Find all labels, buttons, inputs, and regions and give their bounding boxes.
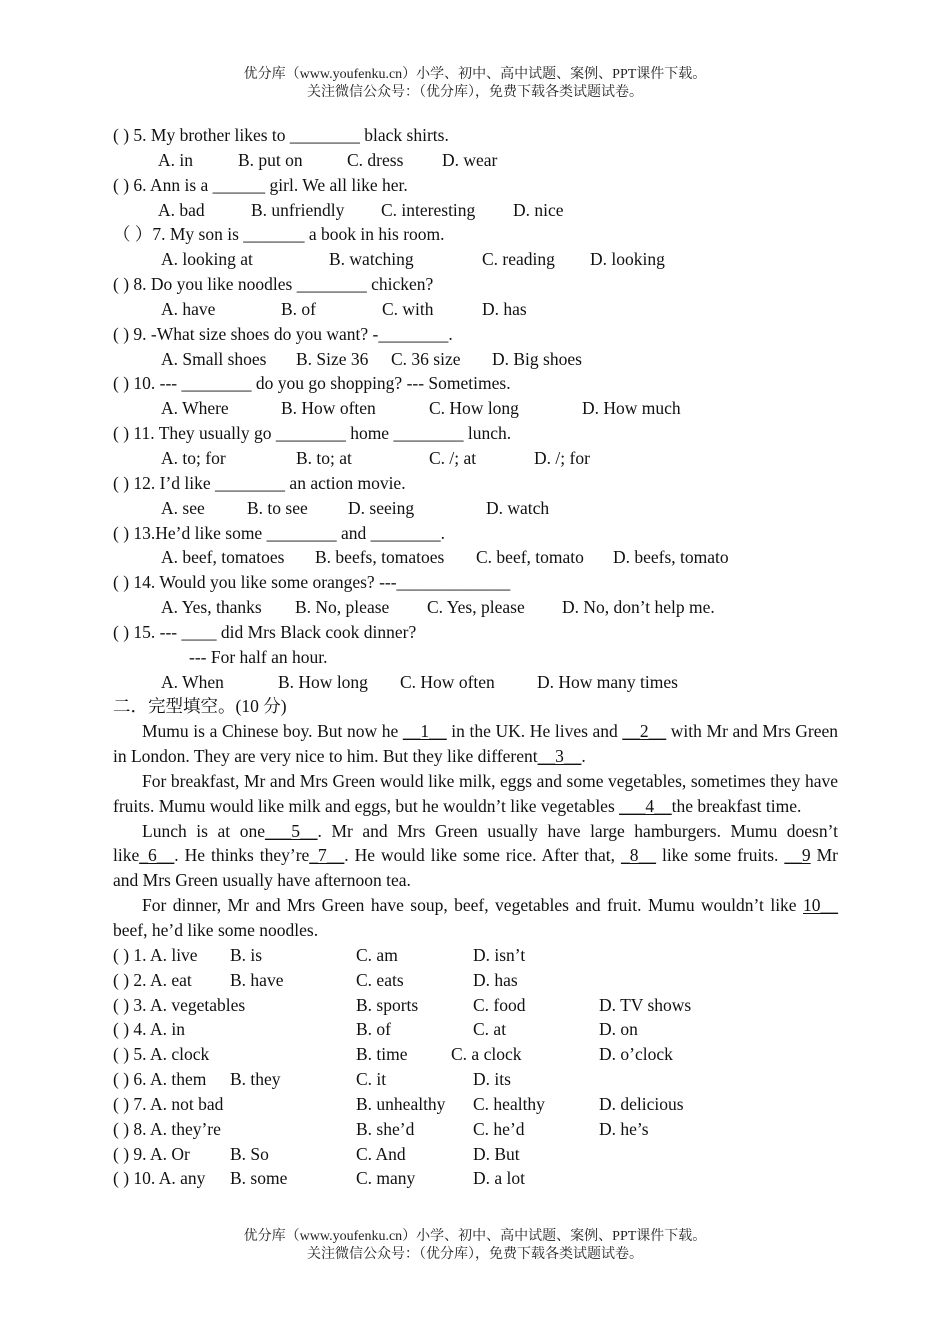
option-d: C. he’d	[473, 1118, 525, 1139]
option-c: B. sports	[356, 994, 419, 1015]
question-6	[113, 173, 838, 198]
option-d: D. its	[473, 1069, 511, 1090]
question-text: ( ) 10. A. any	[113, 1168, 206, 1189]
question-14	[113, 570, 838, 595]
option-a: A. beef, tomatoes	[161, 547, 285, 568]
cloze-question-5	[113, 1042, 838, 1067]
option-d: D. /; for	[534, 447, 590, 468]
text: .	[581, 746, 586, 767]
option-b: B. they	[230, 1069, 281, 1090]
question-13	[113, 521, 838, 546]
blank-7: _7__	[309, 845, 345, 866]
option-c: C. dress	[347, 149, 404, 170]
option-b: B. So	[230, 1143, 269, 1164]
option-d: D. No, don’t help me.	[562, 597, 715, 618]
option-d: D. beefs, tomato	[613, 547, 729, 568]
header-line-2: 关注微信公众号：（优分库），免费下载各类试题试卷。	[307, 85, 643, 100]
answer-line: --- For half an hour.	[189, 646, 328, 667]
cloze-question-8	[113, 1117, 838, 1142]
option-d: C. food	[473, 994, 526, 1015]
option-c: B. of	[356, 1019, 391, 1040]
question-text: ( ) 9. A. Or	[113, 1143, 190, 1164]
option-c: C. And	[356, 1143, 406, 1164]
options-15	[113, 670, 838, 695]
option-d: D. How many times	[537, 671, 678, 692]
question-text: ( ) 14. Would you like some oranges? ---_____________	[113, 572, 511, 593]
cloze-question-2	[113, 968, 838, 993]
option-a: A. to; for	[161, 447, 226, 468]
question-text: ( ) 13.He’d like some ________ and ________.	[113, 522, 445, 543]
blank-2: __2__	[622, 721, 667, 742]
options-11	[113, 446, 838, 471]
footer-line-2: 关注微信公众号：（优分库），免费下载各类试题试卷。	[307, 1247, 643, 1262]
option-b: B. to; at	[296, 447, 352, 468]
blank-4: ___4__	[619, 795, 672, 816]
question-text: （ ）7. My son is _______ a book in his room.	[113, 224, 445, 245]
option-c: B. she’d	[356, 1118, 415, 1139]
option-c: C. /; at	[429, 447, 477, 468]
question-text: ( ) 5. My brother likes to ________ black shirts.	[113, 125, 449, 145]
option-a: A. Yes, thanks	[161, 597, 262, 618]
question-text: ( ) 6. Ann is a ______ girl. We all like her.	[113, 174, 408, 195]
option-e: D. on	[599, 1019, 638, 1040]
option-c: C. it	[356, 1069, 387, 1090]
option-b: B. of	[281, 298, 316, 319]
text: . He would like some rice. After that,	[344, 845, 621, 866]
option-e: D. delicious	[599, 1093, 684, 1114]
option-b: B. Size 36	[296, 348, 369, 369]
options-14	[113, 595, 838, 620]
blank-9: __9	[784, 845, 811, 866]
section-2-title	[113, 694, 838, 719]
question-5	[113, 123, 838, 148]
option-b: B. put on	[238, 149, 303, 170]
option-c: C. 36 size	[391, 348, 461, 369]
text: with Mr and Mrs Green in London. They are very nice to him. But they like different	[113, 721, 839, 767]
option-c: C. eats	[356, 969, 404, 990]
option-b: B. to see	[247, 497, 308, 518]
question-11	[113, 421, 838, 446]
option-d: D. nice	[513, 199, 564, 220]
option-c: C. am	[356, 944, 398, 965]
option-a: A. have	[161, 298, 216, 319]
options-9	[113, 347, 838, 372]
option-c: C. many	[356, 1168, 416, 1189]
text: Lunch is at one	[142, 820, 265, 841]
blank-3: __3__	[537, 746, 582, 767]
cloze-paragraph-4	[113, 893, 838, 943]
question-text: ( ) 9. -What size shoes do you want? -________.	[113, 323, 453, 344]
option-d: D. But	[473, 1143, 520, 1164]
option-c: C. Yes, please	[427, 597, 525, 618]
options-10	[113, 396, 838, 421]
option-b: B. unfriendly	[251, 199, 345, 220]
option-d: D. has	[473, 969, 518, 990]
cloze-paragraph-1	[113, 719, 838, 769]
blank-5: ___5__	[265, 820, 318, 841]
blank-1: __1__	[402, 721, 447, 742]
question-text: ( ) 2. A. eat	[113, 969, 192, 990]
option-a: A. looking at	[161, 249, 253, 270]
question-7	[113, 222, 838, 247]
options-8	[113, 297, 838, 322]
cloze-question-7	[113, 1092, 838, 1117]
text: beef, he’d like some noodles.	[113, 920, 319, 940]
page-header	[0, 66, 950, 102]
option-d: D. has	[482, 298, 527, 319]
option-c: C. How long	[429, 398, 519, 419]
option-e: D. o’clock	[599, 1044, 673, 1065]
cloze-paragraph-3	[113, 819, 838, 894]
question-15-answer-line	[113, 645, 838, 670]
option-c: C. with	[382, 298, 434, 319]
question-text: ( ) 10. --- ________ do you go shopping? --- Sometimes.	[113, 373, 511, 394]
cloze-question-6	[113, 1067, 838, 1092]
cloze-question-3	[113, 993, 838, 1018]
option-d: D. How much	[582, 398, 681, 419]
option-b: B. How long	[278, 671, 368, 692]
option-e: D. he’s	[599, 1118, 649, 1139]
option-c: B. unhealthy	[356, 1093, 446, 1114]
text: For breakfast, Mr and Mrs Green would like milk, eggs and some vegetables, sometimes they have fruits. Mumu would like milk and eggs, but he wouldn’t like vegetables	[113, 770, 838, 816]
option-b: B. watching	[329, 249, 414, 270]
cloze-paragraph-2	[113, 769, 838, 819]
question-text: ( ) 8. Do you like noodles ________ chicken?	[113, 274, 434, 295]
question-text: ( ) 4. A. in	[113, 1019, 185, 1040]
option-d: D. wear	[442, 149, 498, 170]
page-footer	[0, 1228, 950, 1264]
exam-content	[113, 123, 838, 1191]
text: For dinner, Mr and Mrs Green have soup, beef, vegetables and fruit. Mumu wouldn’t like	[142, 895, 803, 916]
text: Mr and Mrs Green usually have afternoon tea.	[113, 845, 839, 891]
question-text: ( ) 1. A. live	[113, 944, 198, 965]
text: . Mr and Mrs Green usually have large hamburgers. Mumu doesn’t like	[113, 820, 838, 866]
option-a: A. Small shoes	[161, 348, 267, 369]
question-10	[113, 371, 838, 396]
text: like some fruits.	[655, 845, 785, 866]
options-6	[113, 198, 838, 223]
options-7	[113, 247, 838, 272]
option-c: D. seeing	[348, 497, 415, 518]
question-text: ( ) 12. I’d like ________ an action movie.	[113, 472, 406, 493]
option-d: C. a clock	[451, 1044, 522, 1065]
cloze-question-10	[113, 1166, 838, 1191]
option-b: B. is	[230, 944, 263, 965]
option-c: B. time	[356, 1044, 408, 1065]
options-5	[113, 148, 838, 173]
cloze-question-1	[113, 943, 838, 968]
option-d: C. healthy	[473, 1093, 545, 1114]
header-line-1: 优分库（www.youfenku.cn）小学、初中、高中试题、案例、PPT课件下载。	[243, 67, 707, 82]
option-b: B. some	[230, 1168, 288, 1189]
option-a: A. see	[161, 497, 205, 518]
question-text: ( ) 6. A. them	[113, 1069, 207, 1090]
question-text: ( ) 5. A. clock	[113, 1044, 210, 1065]
option-d: D. isn’t	[473, 944, 526, 965]
option-c: C. How often	[400, 671, 495, 692]
options-13	[113, 545, 838, 570]
option-d: C. at	[473, 1019, 507, 1040]
option-b: B. have	[230, 969, 284, 990]
option-c: C. beef, tomato	[476, 547, 584, 568]
options-12	[113, 496, 838, 521]
option-d: D. looking	[590, 249, 665, 270]
blank-10: 10__	[803, 895, 838, 916]
option-a: A. When	[161, 671, 224, 692]
option-b: B. beefs, tomatoes	[315, 547, 445, 568]
question-text: ( ) 11. They usually go ________ home ________ lunch.	[113, 423, 512, 444]
blank-6: _6__	[139, 845, 175, 866]
option-c: C. reading	[482, 249, 555, 270]
option-b: B. How often	[281, 398, 376, 419]
option-d: D. a lot	[473, 1168, 526, 1189]
option-a: A. in	[158, 149, 193, 170]
option-a: A. Where	[161, 398, 229, 419]
question-text: ( ) 3. A. vegetables	[113, 994, 246, 1015]
question-9	[113, 322, 838, 347]
option-a: A. bad	[158, 199, 205, 220]
option-d: D. watch	[486, 497, 550, 518]
question-12	[113, 471, 838, 496]
question-8	[113, 272, 838, 297]
question-15	[113, 620, 838, 645]
question-text: ( ) 7. A. not bad	[113, 1093, 224, 1114]
cloze-question-9	[113, 1142, 838, 1167]
option-e: D. TV shows	[599, 994, 692, 1015]
text: in the UK. He lives and	[446, 721, 623, 742]
text: . He thinks they’re	[174, 845, 310, 866]
cloze-question-4	[113, 1017, 838, 1042]
blank-8: _8__	[620, 845, 656, 866]
option-b: B. No, please	[295, 597, 390, 618]
question-text: ( ) 8. A. they’re	[113, 1118, 221, 1139]
option-d: D. Big shoes	[492, 348, 582, 369]
question-text: ( ) 15. --- ____ did Mrs Black cook dinner?	[113, 621, 417, 642]
text: Mumu is a Chinese boy. But now he	[142, 721, 403, 742]
section-title: 二．完型填空。(10 分)	[113, 696, 287, 717]
option-c: C. interesting	[381, 199, 476, 220]
footer-line-1: 优分库（www.youfenku.cn）小学、初中、高中试题、案例、PPT课件下载。	[243, 1229, 707, 1244]
text: the breakfast time.	[671, 795, 802, 816]
